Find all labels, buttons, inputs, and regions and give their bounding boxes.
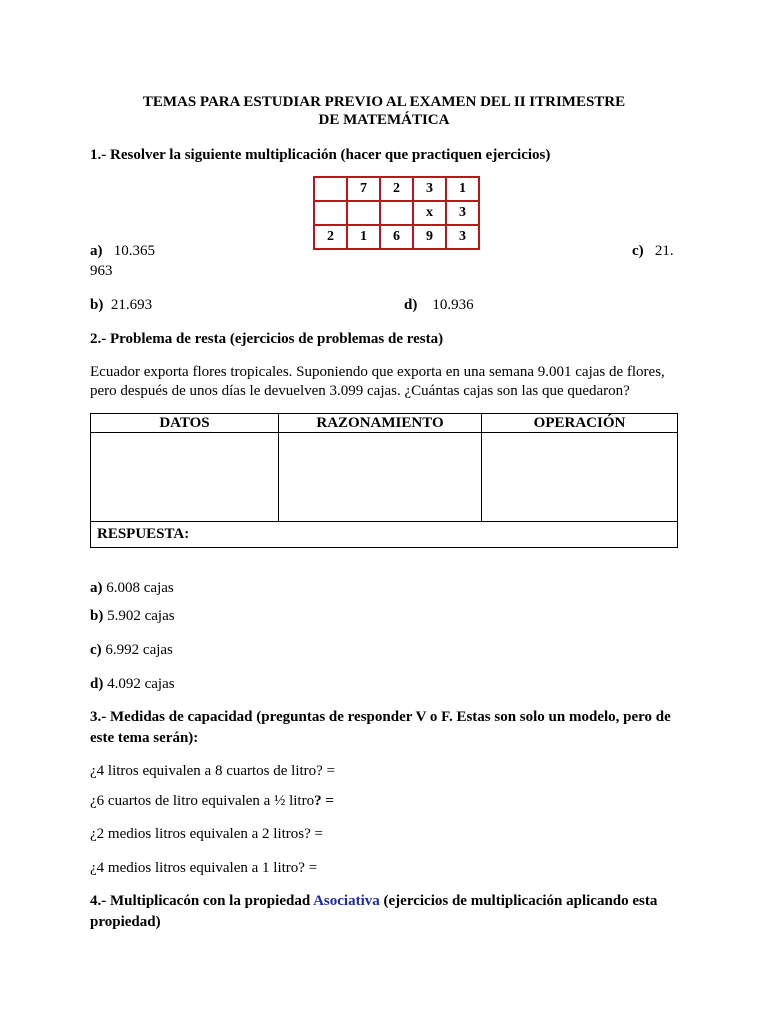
respuesta-cell[interactable]: RESPUESTA: xyxy=(91,522,678,548)
option-label: d) xyxy=(404,297,418,313)
asociativa-text: Asociativa xyxy=(313,893,380,909)
heading-text: (ejercicios de multiplicación aplicando esta xyxy=(379,893,658,909)
q2-heading: 2.- Problema de resta (ejercicios de problemas de resta) xyxy=(90,331,444,347)
q2-option-a xyxy=(90,580,174,597)
q1-heading: 1.- Resolver la siguiente multiplicación (hacer que practiquen ejercicios) xyxy=(90,147,551,163)
q4-heading-line2: propiedad) xyxy=(90,914,161,930)
grid-cell: 6 xyxy=(380,225,413,249)
problem-table xyxy=(90,413,678,548)
q1-option-a xyxy=(90,243,155,260)
option-value: 5.902 cajas xyxy=(107,608,175,624)
grid-cell xyxy=(380,201,413,225)
razonamiento-cell[interactable] xyxy=(279,433,482,522)
column-header-operacion: OPERACIÓN xyxy=(482,414,678,433)
q3-heading-line1: 3.- Medidas de capacidad (preguntas de responder V o F. Estas son solo un modelo, pero de xyxy=(90,709,671,725)
grid-cell xyxy=(347,201,380,225)
q3-statement-1: ¿4 litros equivalen a 8 cuartos de litro? = xyxy=(90,763,336,779)
q2-problem-line1: Ecuador exporta flores tropicales. Suponiendo que exporta en una semana 9.001 cajas de flores, xyxy=(90,364,665,380)
operacion-cell[interactable] xyxy=(482,433,678,522)
grid-cell: 1 xyxy=(446,177,479,201)
q2-option-b xyxy=(90,608,175,625)
q2-option-d xyxy=(90,676,175,693)
option-label: a) xyxy=(90,580,103,596)
document-title-line2: DE MATEMÁTICA xyxy=(318,112,450,128)
statement-suffix: ? = xyxy=(314,793,334,809)
option-label: d) xyxy=(90,676,104,692)
q1-option-b xyxy=(90,297,152,314)
grid-cell: 3 xyxy=(446,225,479,249)
problem-table-header xyxy=(91,414,678,433)
multiplication-grid xyxy=(313,176,480,250)
option-value: 21. xyxy=(654,243,674,259)
problem-table-answer-row xyxy=(91,522,678,548)
q4-heading-line1 xyxy=(90,893,657,910)
grid-cell xyxy=(314,201,347,225)
grid-cell: 2 xyxy=(314,225,347,249)
grid-cell: 3 xyxy=(446,201,479,225)
column-header-razonamiento: RAZONAMIENTO xyxy=(279,414,482,433)
q1-option-c xyxy=(632,243,674,260)
grid-cell: 9 xyxy=(413,225,446,249)
problem-table-body xyxy=(91,433,678,522)
grid-cell: x xyxy=(413,201,446,225)
option-value: 4.092 cajas xyxy=(107,676,175,692)
grid-cell: 3 xyxy=(413,177,446,201)
q3-statement-2 xyxy=(90,793,334,810)
grid-cell xyxy=(314,177,347,201)
multiplication-row-3 xyxy=(314,225,479,249)
q3-statement-3: ¿2 medios litros equivalen a 2 litros? = xyxy=(90,826,323,842)
q2-problem-line2: pero después de unos días le devuelven 3.099 cajas. ¿Cuántas cajas son las que quedaron? xyxy=(90,383,630,399)
document-title-line1: TEMAS PARA ESTUDIAR PREVIO AL EXAMEN DEL II ITRIMESTRE xyxy=(142,94,626,110)
datos-cell[interactable] xyxy=(91,433,279,522)
grid-cell: 2 xyxy=(380,177,413,201)
q2-option-c xyxy=(90,642,173,659)
q3-heading-line2: este tema serán): xyxy=(90,730,199,746)
option-label: c) xyxy=(632,243,644,259)
q3-statement-4: ¿4 medios litros equivalen a 1 litro? = xyxy=(90,860,318,876)
q1-option-c-continued: 963 xyxy=(90,263,113,279)
option-label: a) xyxy=(90,243,103,259)
option-value: 6.008 cajas xyxy=(106,580,174,596)
grid-cell: 1 xyxy=(347,225,380,249)
grid-cell: 7 xyxy=(347,177,380,201)
q1-option-d xyxy=(404,297,474,314)
option-value: 21.693 xyxy=(110,297,153,313)
multiplication-row-2 xyxy=(314,201,479,225)
option-label: b) xyxy=(90,608,104,624)
option-value: 6.992 cajas xyxy=(105,642,173,658)
option-value: 10.365 xyxy=(113,243,155,259)
heading-text: 4.- Multiplicacón con la propiedad xyxy=(90,893,314,909)
option-label: b) xyxy=(90,297,104,313)
statement-text: ¿6 cuartos de litro equivalen a ½ litro xyxy=(90,793,315,809)
option-value: 10.936 xyxy=(432,297,474,313)
column-header-datos: DATOS xyxy=(91,414,279,433)
option-label: c) xyxy=(90,642,102,658)
multiplication-row-1 xyxy=(314,177,479,201)
